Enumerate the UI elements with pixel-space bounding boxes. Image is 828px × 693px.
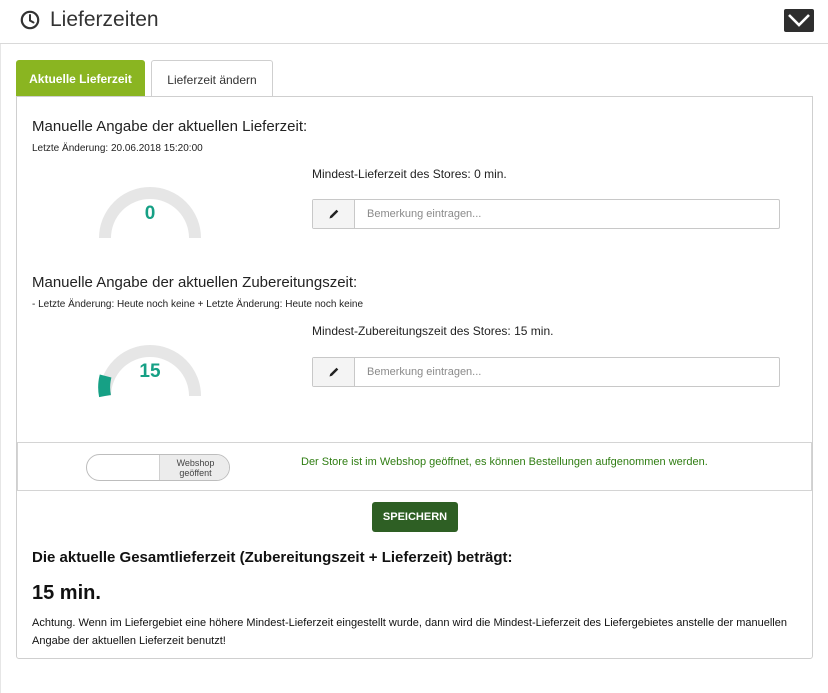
preparation-remark-input[interactable] [355,358,779,386]
total-delivery-value: 15 min. [32,582,101,604]
delivery-section-title: Manuelle Angabe der aktuellen Lieferzeit: [32,118,308,135]
tab-current-delivery-time[interactable]: Aktuelle Lieferzeit [16,60,145,97]
webshop-status-bar [17,442,812,491]
delivery-remark-group [312,199,780,229]
preparation-gauge[interactable] [95,320,205,410]
pencil-icon [313,358,355,386]
preparation-last-change: - Letzte Änderung: Heute noch keine + Letzte Änderung: Heute noch keine [32,299,364,310]
delivery-gauge-value: 0 [144,203,156,224]
webshop-toggle[interactable] [86,454,230,481]
delivery-store-min: Mindest-Lieferzeit des Stores: 0 min. [312,167,507,181]
preparation-store-min: Mindest-Zubereitungszeit des Stores: 15 min. [312,324,554,338]
pencil-icon [313,200,355,228]
delivery-last-change: Letzte Änderung: 20.06.2018 15:20:00 [32,143,203,154]
tab-change-delivery-time[interactable]: Lieferzeit ändern [151,60,273,98]
warning-note: Achtung. Wenn im Liefergebiet eine höhere Mindest-Lieferzeit eingestellt wurde, dann wird die Mindest-Lieferzeit des Liefergebietes anstelle der manuellen Angabe der aktuellen Lieferzeit benutzt! [32,617,787,647]
collapse-button[interactable] [784,9,814,32]
preparation-remark-group [312,357,780,387]
webshop-status-text: Der Store ist im Webshop geöffnet, es können Bestellungen aufgenommen werden. [301,456,708,468]
save-button[interactable]: SPEICHERN [372,502,458,532]
chevron-down-icon [787,12,811,29]
clock-icon [20,10,40,30]
delivery-remark-input[interactable] [355,200,779,228]
webshop-toggle-label: Webshop geöffent [159,455,230,480]
page-title: Lieferzeiten [50,8,159,31]
panel-header [0,0,828,44]
preparation-section-title: Manuelle Angabe der aktuellen Zubereitungszeit: [32,274,358,291]
preparation-gauge-value: 15 [139,361,161,382]
outer-border [0,44,1,693]
delivery-gauge[interactable] [95,162,205,252]
total-delivery-title: Die aktuelle Gesamtlieferzeit (Zubereitungszeit + Lieferzeit) beträgt: [32,549,513,566]
